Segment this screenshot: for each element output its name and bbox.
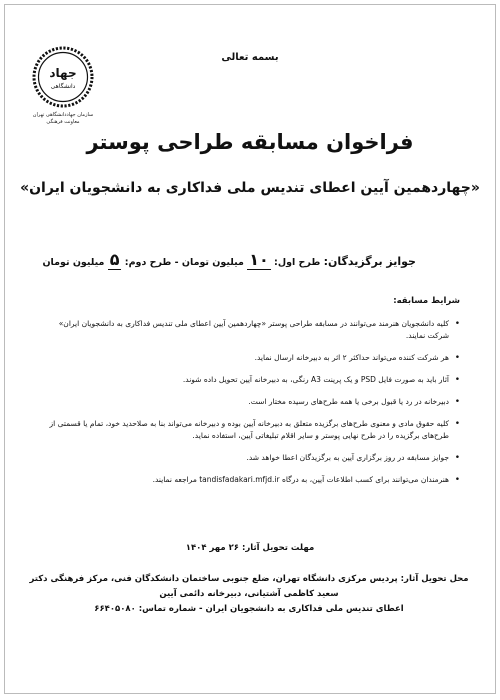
condition-text: آثار باید به صورت فایل PSD و یک پرینت A3 رنگی، به دبیرخانه آیین تحویل داده شوند.: [182, 375, 449, 384]
condition-text: کلیه دانشجویان هنرمند می‌توانند در مسابقه طراحی پوستر «چهاردهمین آیین اعطای ملی تندیس فداکاری به دانشجویان ایران» شرکت نمایند.: [58, 319, 449, 340]
venue-line: محل تحویل آثار: پردیس مرکزی دانشگاه تهران، ضلع جنوبی ساختمان دانشکدگان فنی، مرکز فرهنگی دکتر سعید کاظمی آشتیانی، دبیرخانه دائمی آیین: [29, 574, 469, 599]
first-prize-label: طرح اول:: [274, 257, 321, 268]
second-prize-label: طرح دوم:: [124, 257, 172, 268]
bullet-icon: •: [454, 319, 460, 329]
condition-text: دبیرخانه در رد یا قبول برخی یا همه طرح‌های رسیده مختار است.: [248, 397, 449, 406]
second-prize-unit: میلیون تومان: [42, 257, 105, 268]
logo-text-bottom: دانشگاهی: [50, 83, 76, 90]
deadline: مهلت تحویل آثار: ۲۶ مهر ۱۴۰۴: [185, 543, 315, 553]
conditions-list: [38, 318, 460, 496]
condition-text: هنرمندان می‌توانند برای کسب اطلاعات آیین، به درگاه tandisfadakari.mfjd.ir مراجعه نمایند.: [152, 475, 449, 484]
venue-block: [20, 572, 478, 617]
condition-text: جوایز مسابقه در روز برگزاری آیین به برگزیدگان اعطا خواهد شد.: [246, 453, 449, 462]
second-prize-value: ۵: [109, 250, 120, 269]
condition-text: کلیه حقوق مادی و معنوی طرح‌های برگزیده متعلق به دبیرخانه آیین بوده و دبیرخانه می‌تواند بنا به صلاحدید خود، تمام یا قسمتی از طرح‌های برگزیده را در طرح نهایی پوستر و سایر اقلام تبلیغاتی آیین، استفاده نماید.: [49, 419, 449, 440]
prizes-line: [42, 250, 416, 269]
page-subtitle: «چهاردهمین آیین اعطای تندیس ملی فداکاری به دانشجویان ایران»: [20, 180, 480, 196]
bullet-icon: •: [454, 353, 460, 363]
conditions-title: شرایط مسابقه:: [393, 296, 460, 306]
org-name: سازمان جهاددانشگاهی تهران: [32, 112, 94, 118]
logo-text-top: جهاد: [49, 66, 77, 80]
page-title: فراخوان مسابقه طراحی پوستر: [86, 130, 414, 154]
condition-item: [38, 474, 460, 486]
bullet-icon: •: [454, 375, 460, 385]
condition-text: هر شرکت کننده می‌تواند حداکثر ۲ اثر به دبیرخانه ارسال نماید.: [254, 353, 449, 362]
condition-item: [38, 318, 460, 342]
condition-item: [38, 418, 460, 442]
basmala: بسمه تعالی: [221, 52, 279, 63]
bullet-icon: •: [454, 453, 460, 463]
condition-item: [38, 396, 460, 408]
condition-item: [38, 374, 460, 386]
bullet-icon: •: [454, 419, 460, 429]
prizes-label: جوایز برگزیدگان:: [323, 255, 416, 268]
first-prize-value: ۱۰: [249, 250, 269, 269]
condition-item: [38, 452, 460, 464]
first-prize-unit: میلیون تومان -: [174, 257, 244, 268]
bullet-icon: •: [454, 475, 460, 485]
condition-item: [38, 352, 460, 364]
org-department: معاونت فرهنگی: [46, 119, 80, 125]
bullet-icon: •: [454, 397, 460, 407]
venue-line: اعطای تندیس ملی فداکاری به دانشجویان ایران - شماره تماس: ۶۶۴۰۵۰۸۰: [94, 604, 404, 614]
